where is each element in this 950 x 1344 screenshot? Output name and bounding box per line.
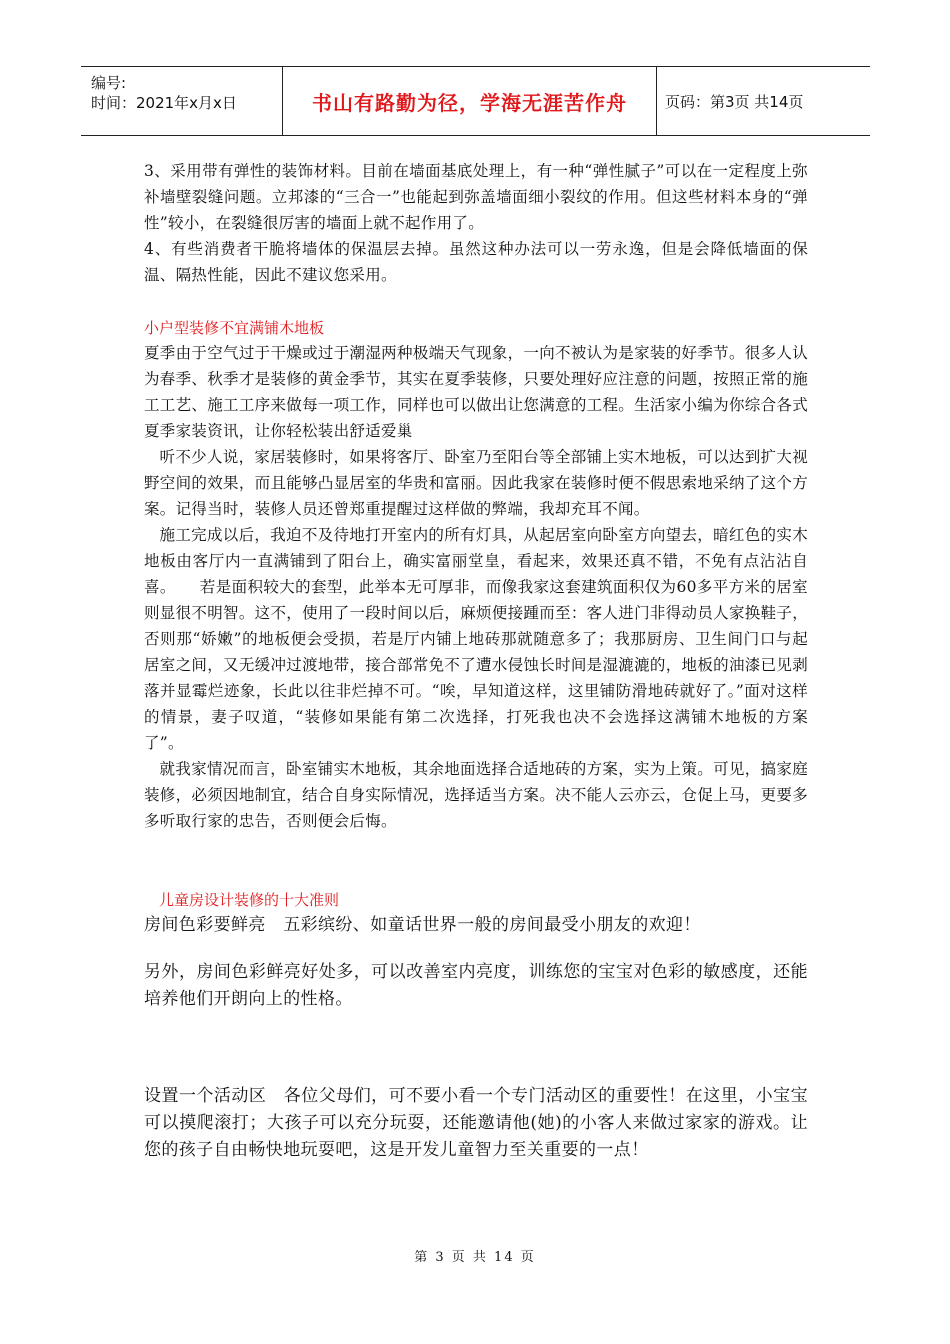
header-meta <box>81 67 283 135</box>
paragraph: 4、有些消费者干脆将墙体的保温层去掉。虽然这种办法可以一劳永逸，但是会降低墙面的保温、隔热性能，因此不建议您采用。 <box>144 240 808 284</box>
paragraph: 设置一个活动区 各位父母们，可不要小看一个专门活动区的重要性！在这里，小宝宝可以摸爬滚打；大孩子可以充分玩耍，还能邀请他(她)的小客人来做过家家的游戏。让您的孩子自由畅快地玩耍吧，这是开发儿童智力至关重要的一点！ <box>144 1086 808 1160</box>
page-header <box>81 66 870 136</box>
document-number-label: 编号: <box>91 74 127 92</box>
header-motto: 书山有路勤为径，学海无涯苦作舟 <box>283 67 657 135</box>
document-body <box>144 158 808 1164</box>
section-heading: 儿童房设计装修的十大准则 <box>159 891 340 909</box>
section-heading: 小户型装修不宜满铺木地板 <box>144 319 325 337</box>
paragraph: 听不少人说，家居装修时，如果将客厅、卧室乃至阳台等全部铺上实木地板，可以达到扩大视野空间的效果，而且能够凸显居室的华贵和富丽。因此我家在装修时便不假思索地采纳了这个方案。记得当时，装修人员还曾郑重提醒过这样做的弊端，我却充耳不闻。 <box>144 448 808 518</box>
paragraph: 施工完成以后，我迫不及待地打开室内的所有灯具，从起居室向卧室方向望去，暗红色的实木地板由客厅内一直满铺到了阳台上，确实富丽堂皇，看起来，效果还真不错，不免有点沾沾自喜。 若是面积较大的套型，此举本无可厚非，而像我家这套建筑面积仅为60多平方米的居室则显很不明智。这不，使用了一段时间以后，麻烦便接踵而至：客人进门非得动员人家换鞋子，否则那“娇嫩”的地板便会受损，若是厅内铺上地砖那就随意多了；我那厨房、卫生间门口与起居室之间，又无缓冲过渡地带，接合部常免不了遭水侵蚀长时间是湿漉漉的，地板的油漆已见剥落并显霉烂迹象，长此以往非烂掉不可。“唉，早知道这样，这里铺防滑地砖就好了。”面对这样的情景，妻子叹道，“装修如果能有第二次选择，打死我也决不会选择这满铺木地板的方案了”。 <box>144 526 808 752</box>
document-date: 时间：2021年x月x日 <box>91 94 237 112</box>
paragraph: 3、采用带有弹性的装饰材料。目前在墙面基底处理上，有一种“弹性腻子”可以在一定程度上弥补墙壁裂缝问题。立邦漆的“三合一”也能起到弥盖墙面细小裂纹的作用。但这些材料本身的“弹性”较小，在裂缝很厉害的墙面上就不起作用了。 <box>144 162 808 232</box>
paragraph: 夏季由于空气过于干燥或过于潮湿两种极端天气现象，一向不被认为是家装的好季节。很多人认为春季、秋季才是装修的黄金季节，其实在夏季装修，只要处理好应注意的问题，按照正常的施工工艺、施工工序来做每一项工作，同样也可以做出让您满意的工程。生活家小编为你综合各式夏季家装资讯，让你轻松装出舒适爱巢 <box>144 344 808 440</box>
paragraph: 就我家情况而言，卧室铺实木地板，其余地面选择合适地砖的方案，实为上策。可见，搞家庭装修，必须因地制宜，结合自身实际情况，选择适当方案。决不能人云亦云，仓促上马，更要多多听取行家的忠告，否则便会后悔。 <box>144 760 808 830</box>
page-footer: 第 3 页 共 14 页 <box>414 1250 536 1265</box>
paragraph: 房间色彩要鲜亮 五彩缤纷、如童话世界一般的房间最受小朋友的欢迎！ <box>144 915 701 935</box>
paragraph: 另外，房间色彩鲜亮好处多，可以改善室内亮度，训练您的宝宝对色彩的敏感度，还能培养他们开朗向上的性格。 <box>144 962 808 1009</box>
header-page-number: 页码：第3页 共14页 <box>665 92 804 111</box>
